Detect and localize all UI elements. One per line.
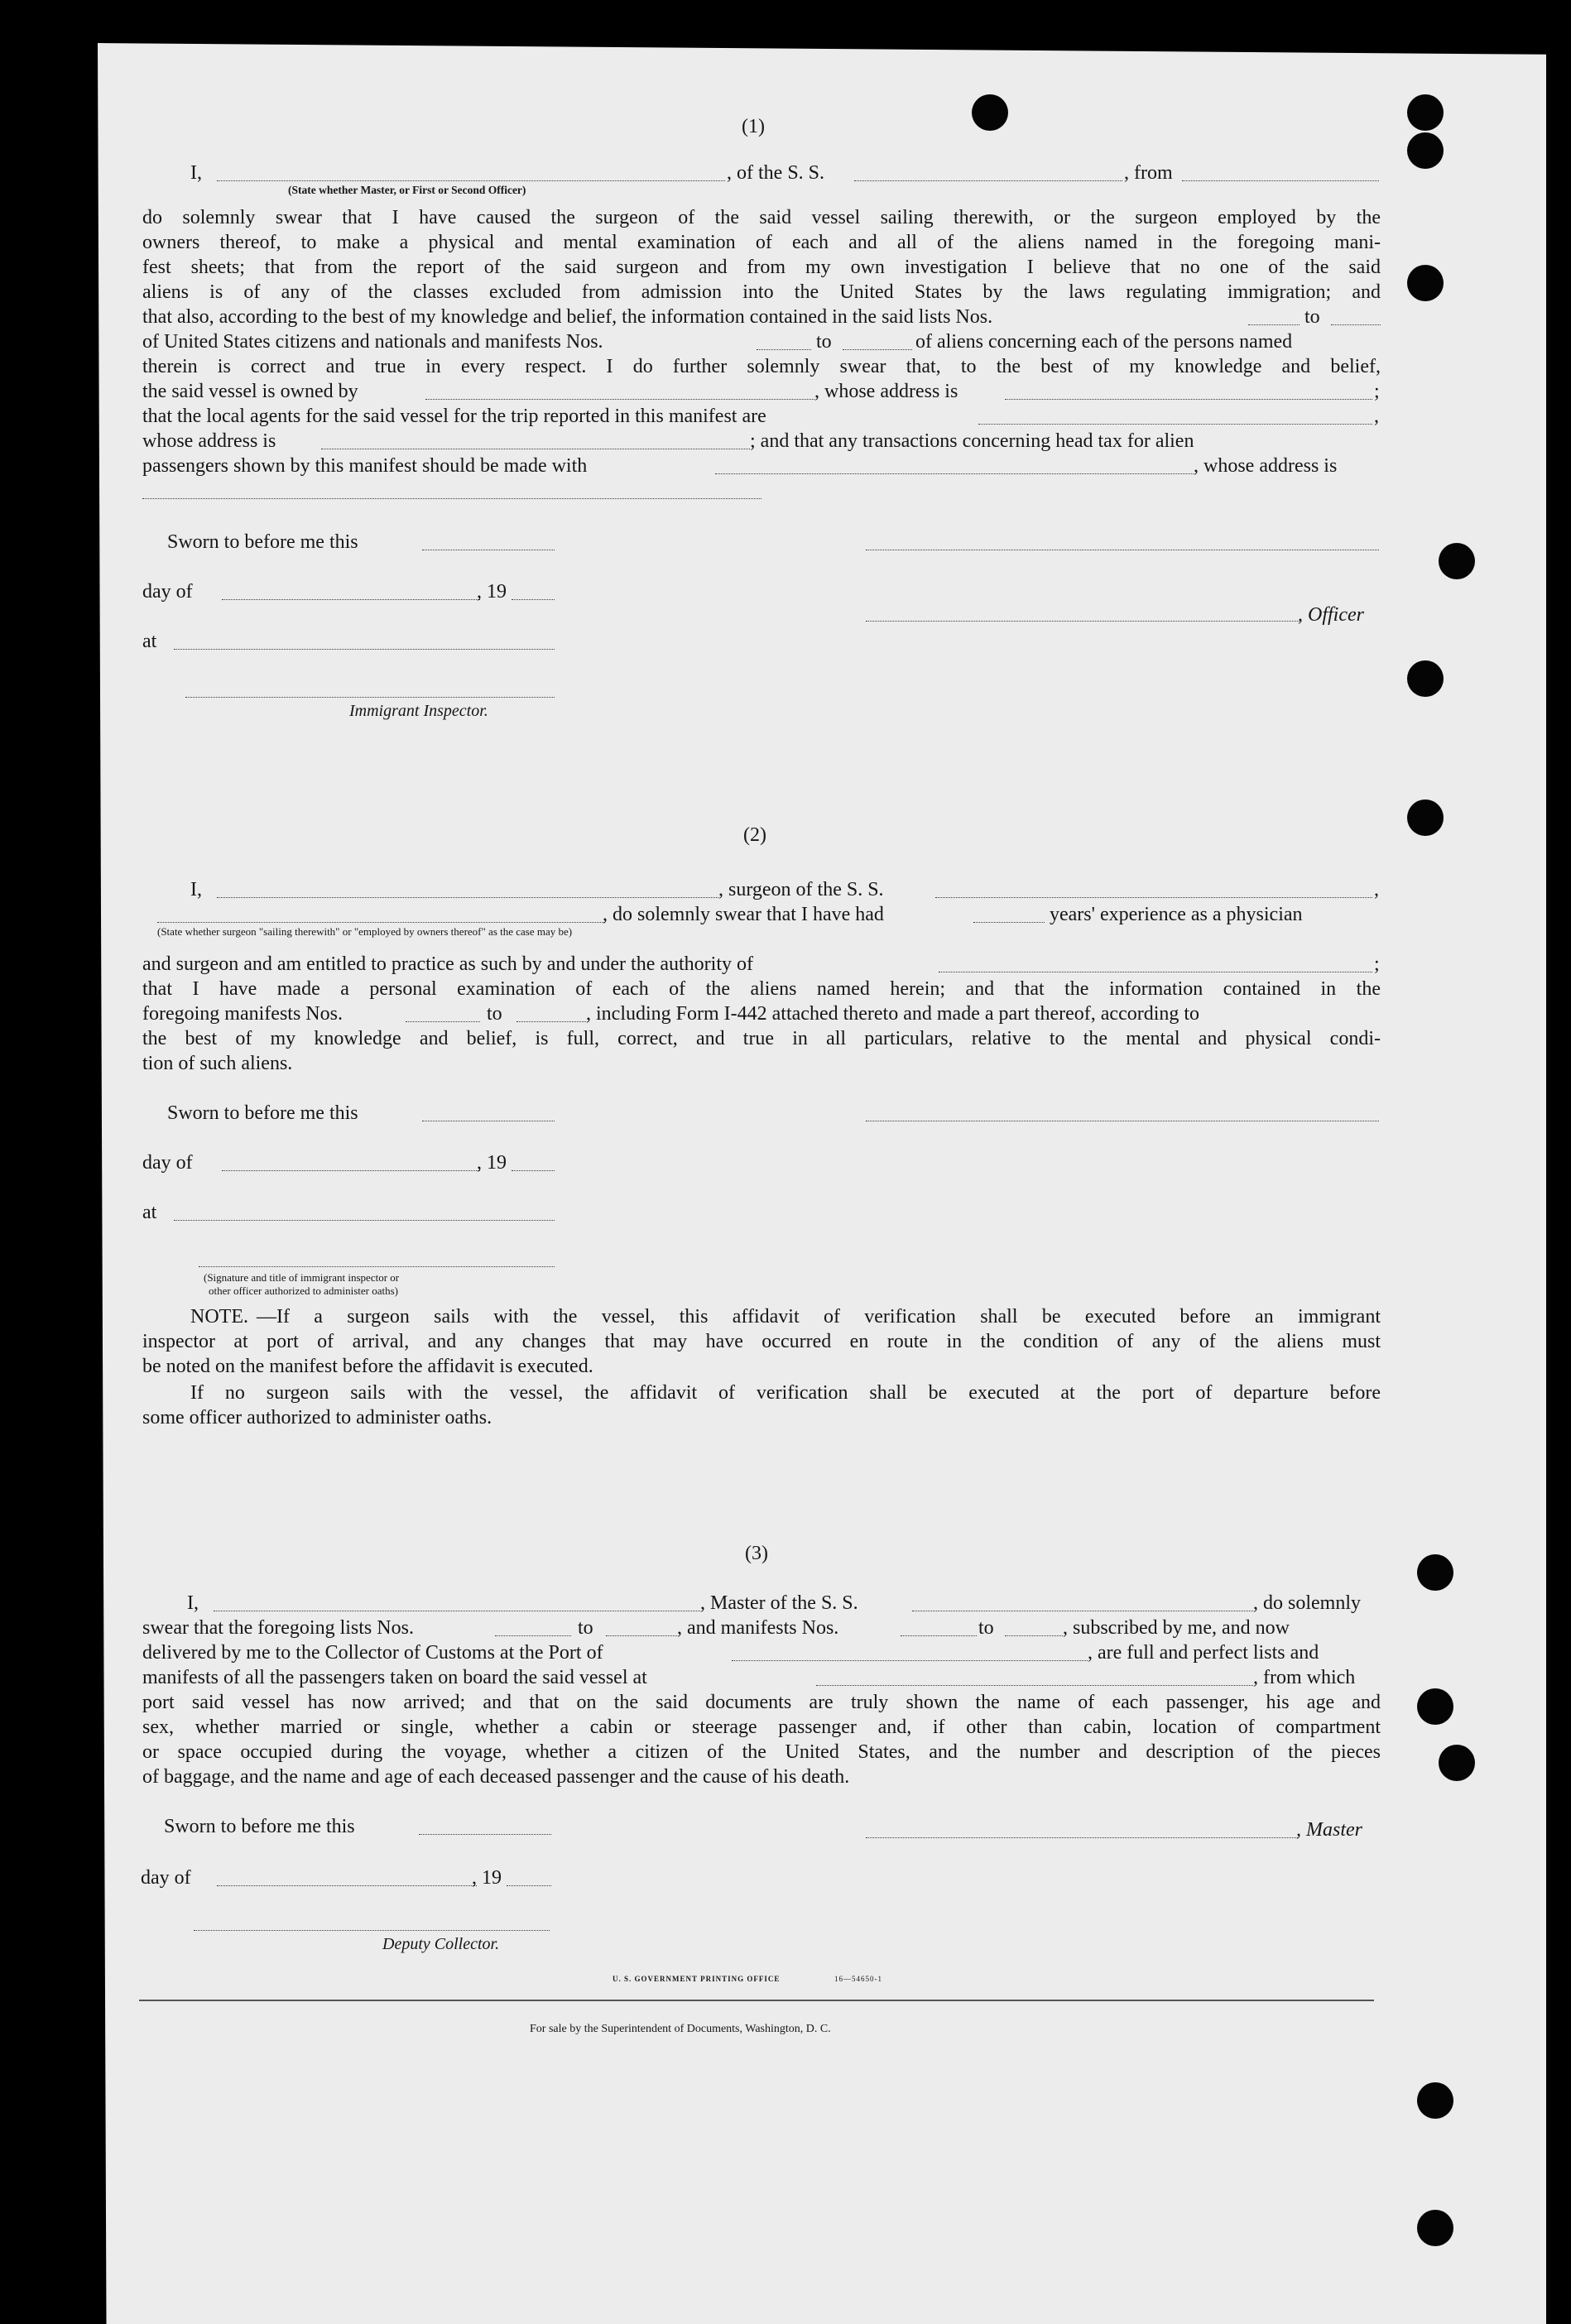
surgeon-name-field[interactable]: [217, 897, 718, 898]
month-field-2[interactable]: [222, 1170, 480, 1171]
note-line-1: —If a surgeon sails with the vessel, this affidavit of verification shall be executed before an immigrant: [257, 1306, 1381, 1328]
officer-title-hint: (State whether Master, or First or Second Officer): [288, 184, 526, 196]
at-label-2: at: [142, 1202, 157, 1223]
from-which-text: , from which: [1253, 1667, 1356, 1688]
day-of-label-2: day of: [142, 1152, 193, 1174]
s3-manifests-to-label: to: [978, 1617, 994, 1639]
years-experience-label: years' experience as a physician: [1050, 904, 1303, 925]
section-1-line-4: aliens is of any of the classes excluded from admission into the United States by the laws regulating immigration; and: [142, 281, 1381, 303]
do-solemnly-label: , do solemnly: [1253, 1592, 1361, 1614]
section-2-line-1: that I have made a personal examination of each of the aliens named herein; and that the information contained in the: [142, 978, 1381, 1000]
head-tax-agent-field[interactable]: [715, 473, 1194, 474]
solemnly-swear-label: , do solemnly swear that I have had: [603, 904, 884, 925]
section-1-line-5: that also, according to the best of my knowledge and belief, the information contained in the said lists Nos.: [142, 306, 993, 328]
year-field-2[interactable]: [512, 1170, 555, 1171]
section-1-line-2: owners thereof, to make a physical and mental examination of each and all of the aliens named in the foregoing mani-: [142, 232, 1381, 253]
footer-rule: [139, 2000, 1374, 2001]
departure-port-field[interactable]: [1182, 180, 1379, 181]
from-label: , from: [1124, 162, 1173, 184]
sale-notice: For sale by the Superintendent of Documents, Washington, D. C.: [530, 2023, 831, 2035]
s3-manifests-from-field[interactable]: [901, 1635, 977, 1636]
aliens-concerning-text: of aliens concerning each of the persons named: [915, 331, 1293, 353]
section-3-line-5: port said vessel has now arrived; and that on the said documents are truly shown the name of each passenger, his age and: [142, 1692, 1381, 1713]
section-2-line-3: the best of my knowledge and belief, is full, correct, and true in all particulars, relative to the mental and physical condi-: [142, 1028, 1381, 1049]
surgeon-vessel-end: ,: [1374, 879, 1379, 900]
punch-hole: [1417, 1688, 1453, 1725]
section-3-i: I,: [187, 1592, 199, 1614]
subscribed-text: , subscribed by me, and now: [1063, 1617, 1290, 1639]
punch-hole: [1407, 94, 1444, 131]
authority-label: and surgeon and am entitled to practice as such by and under the authority of: [142, 953, 753, 975]
s2-to-label: to: [487, 1003, 502, 1025]
officer-signature-field[interactable]: [866, 621, 1300, 622]
form-i442-text: , including Form I-442 attached thereto and made a part thereof, according to: [586, 1003, 1200, 1025]
printing-office-label: U. S. GOVERNMENT PRINTING OFFICE: [613, 1975, 781, 1983]
section-1-number: (1): [742, 116, 765, 137]
vessel-name-field[interactable]: [854, 180, 1122, 181]
at-label-1: at: [142, 631, 157, 652]
punch-hole: [972, 94, 1008, 131]
local-agents-label: that the local agents for the said vessel for the trip reported in this manifest are: [142, 406, 766, 427]
owner-field[interactable]: [425, 399, 814, 400]
section-2-i: I,: [190, 879, 202, 900]
day-of-label-3: day of: [141, 1867, 191, 1889]
authority-end: ;: [1374, 953, 1380, 975]
sworn-label-1: Sworn to before me this: [167, 531, 358, 553]
master-signature-field[interactable]: [866, 1837, 1298, 1838]
deputy-collector-label: Deputy Collector.: [382, 1935, 500, 1953]
s2-manifests-to-field[interactable]: [516, 1021, 586, 1022]
note-line-3: be noted on the manifest before the affidavit is executed.: [142, 1356, 593, 1377]
month-field-3[interactable]: [217, 1885, 477, 1886]
manifests-from-field[interactable]: [757, 349, 811, 350]
year-field-1[interactable]: [512, 599, 555, 600]
deputy-collector-signature-field[interactable]: [194, 1930, 550, 1931]
surgeon-status-field[interactable]: [157, 922, 604, 923]
surgeon-vessel-field[interactable]: [935, 897, 1372, 898]
head-tax-address-field[interactable]: [142, 498, 761, 499]
lists-to-label: to: [1304, 306, 1320, 328]
s3-lists-to-field[interactable]: [606, 1635, 677, 1636]
local-agents-field[interactable]: [978, 424, 1372, 425]
year-label-1: , 19: [477, 581, 507, 603]
authorized-officer-signature-field[interactable]: [199, 1266, 555, 1267]
taken-on-board-label: manifests of all the passengers taken on board the said vessel at: [142, 1667, 647, 1688]
lists-from-field[interactable]: [1248, 324, 1300, 325]
year-label-3: , 19: [472, 1867, 502, 1889]
manifests-to-label: to: [816, 331, 832, 353]
head-tax-address-label: , whose address is: [1194, 455, 1338, 477]
officer-title-field[interactable]: [217, 180, 725, 181]
section-3-line-6: sex, whether married or single, whether a cabin or steerage passenger and, if other than cabin, location of compartment: [142, 1717, 1381, 1738]
section-3-line-8: of baggage, and the name and age of each deceased passenger and the cause of his death.: [142, 1766, 850, 1788]
owner-address-field[interactable]: [1005, 399, 1372, 400]
year-label-2: , 19: [477, 1152, 507, 1174]
s3-lists-from-field[interactable]: [495, 1635, 571, 1636]
year-field-3[interactable]: [507, 1885, 551, 1886]
section-1-line-7: therein is correct and true in every respect. I do further solemnly swear that, to the best of my knowledge and belief,: [142, 356, 1381, 377]
passengers-label: passengers shown by this manifest should be made with: [142, 455, 588, 477]
day-of-label-1: day of: [142, 581, 193, 603]
immigrant-inspector-label: Immigrant Inspector.: [349, 702, 488, 720]
section-1-line-1: do solemnly swear that I have caused the surgeon of the said vessel sailing therewith, or the surgeon employed by the: [142, 207, 1381, 228]
section-2-manifests-label: foregoing manifests Nos.: [142, 1003, 343, 1025]
embarkation-field[interactable]: [816, 1685, 1253, 1686]
note-line-4: If no surgeon sails with the vessel, the affidavit of verification shall be executed at the port of departure before: [190, 1382, 1381, 1404]
master-label: , Master: [1296, 1819, 1362, 1841]
sworn-label-2: Sworn to before me this: [167, 1102, 358, 1124]
master-of-label: , Master of the S. S.: [700, 1592, 858, 1614]
owned-by-label: the said vessel is owned by: [142, 381, 358, 402]
note-label: NOTE.: [190, 1306, 248, 1328]
signature-hint-line-2: other officer authorized to administer oaths): [209, 1284, 398, 1297]
of-ss-label: , of the S. S.: [727, 162, 825, 184]
surgeon-status-hint: (State whether surgeon "sailing therewith" or "employed by owners thereof" as the case may be): [157, 925, 573, 938]
section-1-line-6: of United States citizens and nationals and manifests Nos.: [142, 331, 603, 353]
inspector-signature-field[interactable]: [185, 697, 555, 698]
section-3-number: (3): [745, 1543, 768, 1564]
section-2-line-4: tion of such aliens.: [142, 1053, 293, 1074]
lists-to-field[interactable]: [1331, 324, 1381, 325]
note-line-5: some officer authorized to administer oaths.: [142, 1407, 492, 1428]
punch-hole: [1439, 543, 1475, 579]
s3-lists-to-label: to: [578, 1617, 593, 1639]
agents-address-label: whose address is: [142, 430, 276, 452]
port-of-label: delivered by me to the Collector of Customs at the Port of: [142, 1642, 603, 1664]
s2-manifests-from-field[interactable]: [406, 1021, 480, 1022]
officer-label: , Officer: [1298, 604, 1364, 626]
place-field-2[interactable]: [174, 1220, 555, 1221]
signature-hint-line-1: (Signature and title of immigrant inspector or: [204, 1271, 400, 1284]
punch-hole: [1417, 2210, 1453, 2246]
full-perfect-text: , are full and perfect lists and: [1088, 1642, 1319, 1664]
owner-address-end: ;: [1374, 381, 1380, 402]
punch-hole: [1407, 660, 1444, 697]
punch-hole: [1407, 799, 1444, 836]
section-2-number: (2): [743, 824, 766, 846]
owner-address-label: , whose address is: [814, 381, 958, 402]
punch-hole: [1417, 2082, 1453, 2119]
punch-hole: [1407, 132, 1444, 169]
s3-manifests-to-field[interactable]: [1005, 1635, 1063, 1636]
manifests-to-field[interactable]: [843, 349, 912, 350]
punch-hole: [1407, 265, 1444, 301]
punch-hole: [1417, 1554, 1453, 1591]
sworn-date-field-3[interactable]: [419, 1834, 551, 1835]
surgeon-of-label: , surgeon of the S. S.: [718, 879, 884, 900]
sworn-label-3: Sworn to before me this: [164, 1816, 355, 1837]
section-3-lists-label: swear that the foregoing lists Nos.: [142, 1617, 414, 1639]
section-1-i: I,: [190, 162, 202, 184]
local-agents-end: ,: [1374, 406, 1379, 427]
note-line-2: inspector at port of arrival, and any changes that may have occurred en route in the condition of any of the aliens must: [142, 1331, 1381, 1352]
punch-hole: [1439, 1745, 1475, 1781]
section-3-line-7: or space occupied during the voyage, whether a citizen of the United States, and the number and description of the pieces: [142, 1741, 1381, 1763]
form-code: 16—54650-1: [834, 1975, 882, 1983]
month-field-1[interactable]: [222, 599, 480, 600]
place-field-1[interactable]: [174, 649, 555, 650]
head-tax-text: ; and that any transactions concerning head tax for alien: [750, 430, 1194, 452]
s3-manifests-label: , and manifests Nos.: [677, 1617, 839, 1639]
port-field[interactable]: [732, 1660, 1088, 1661]
years-experience-field[interactable]: [973, 922, 1045, 923]
section-1-line-3: fest sheets; that from the report of the said surgeon and from my own investigation I believe that no one of the said: [142, 257, 1381, 278]
